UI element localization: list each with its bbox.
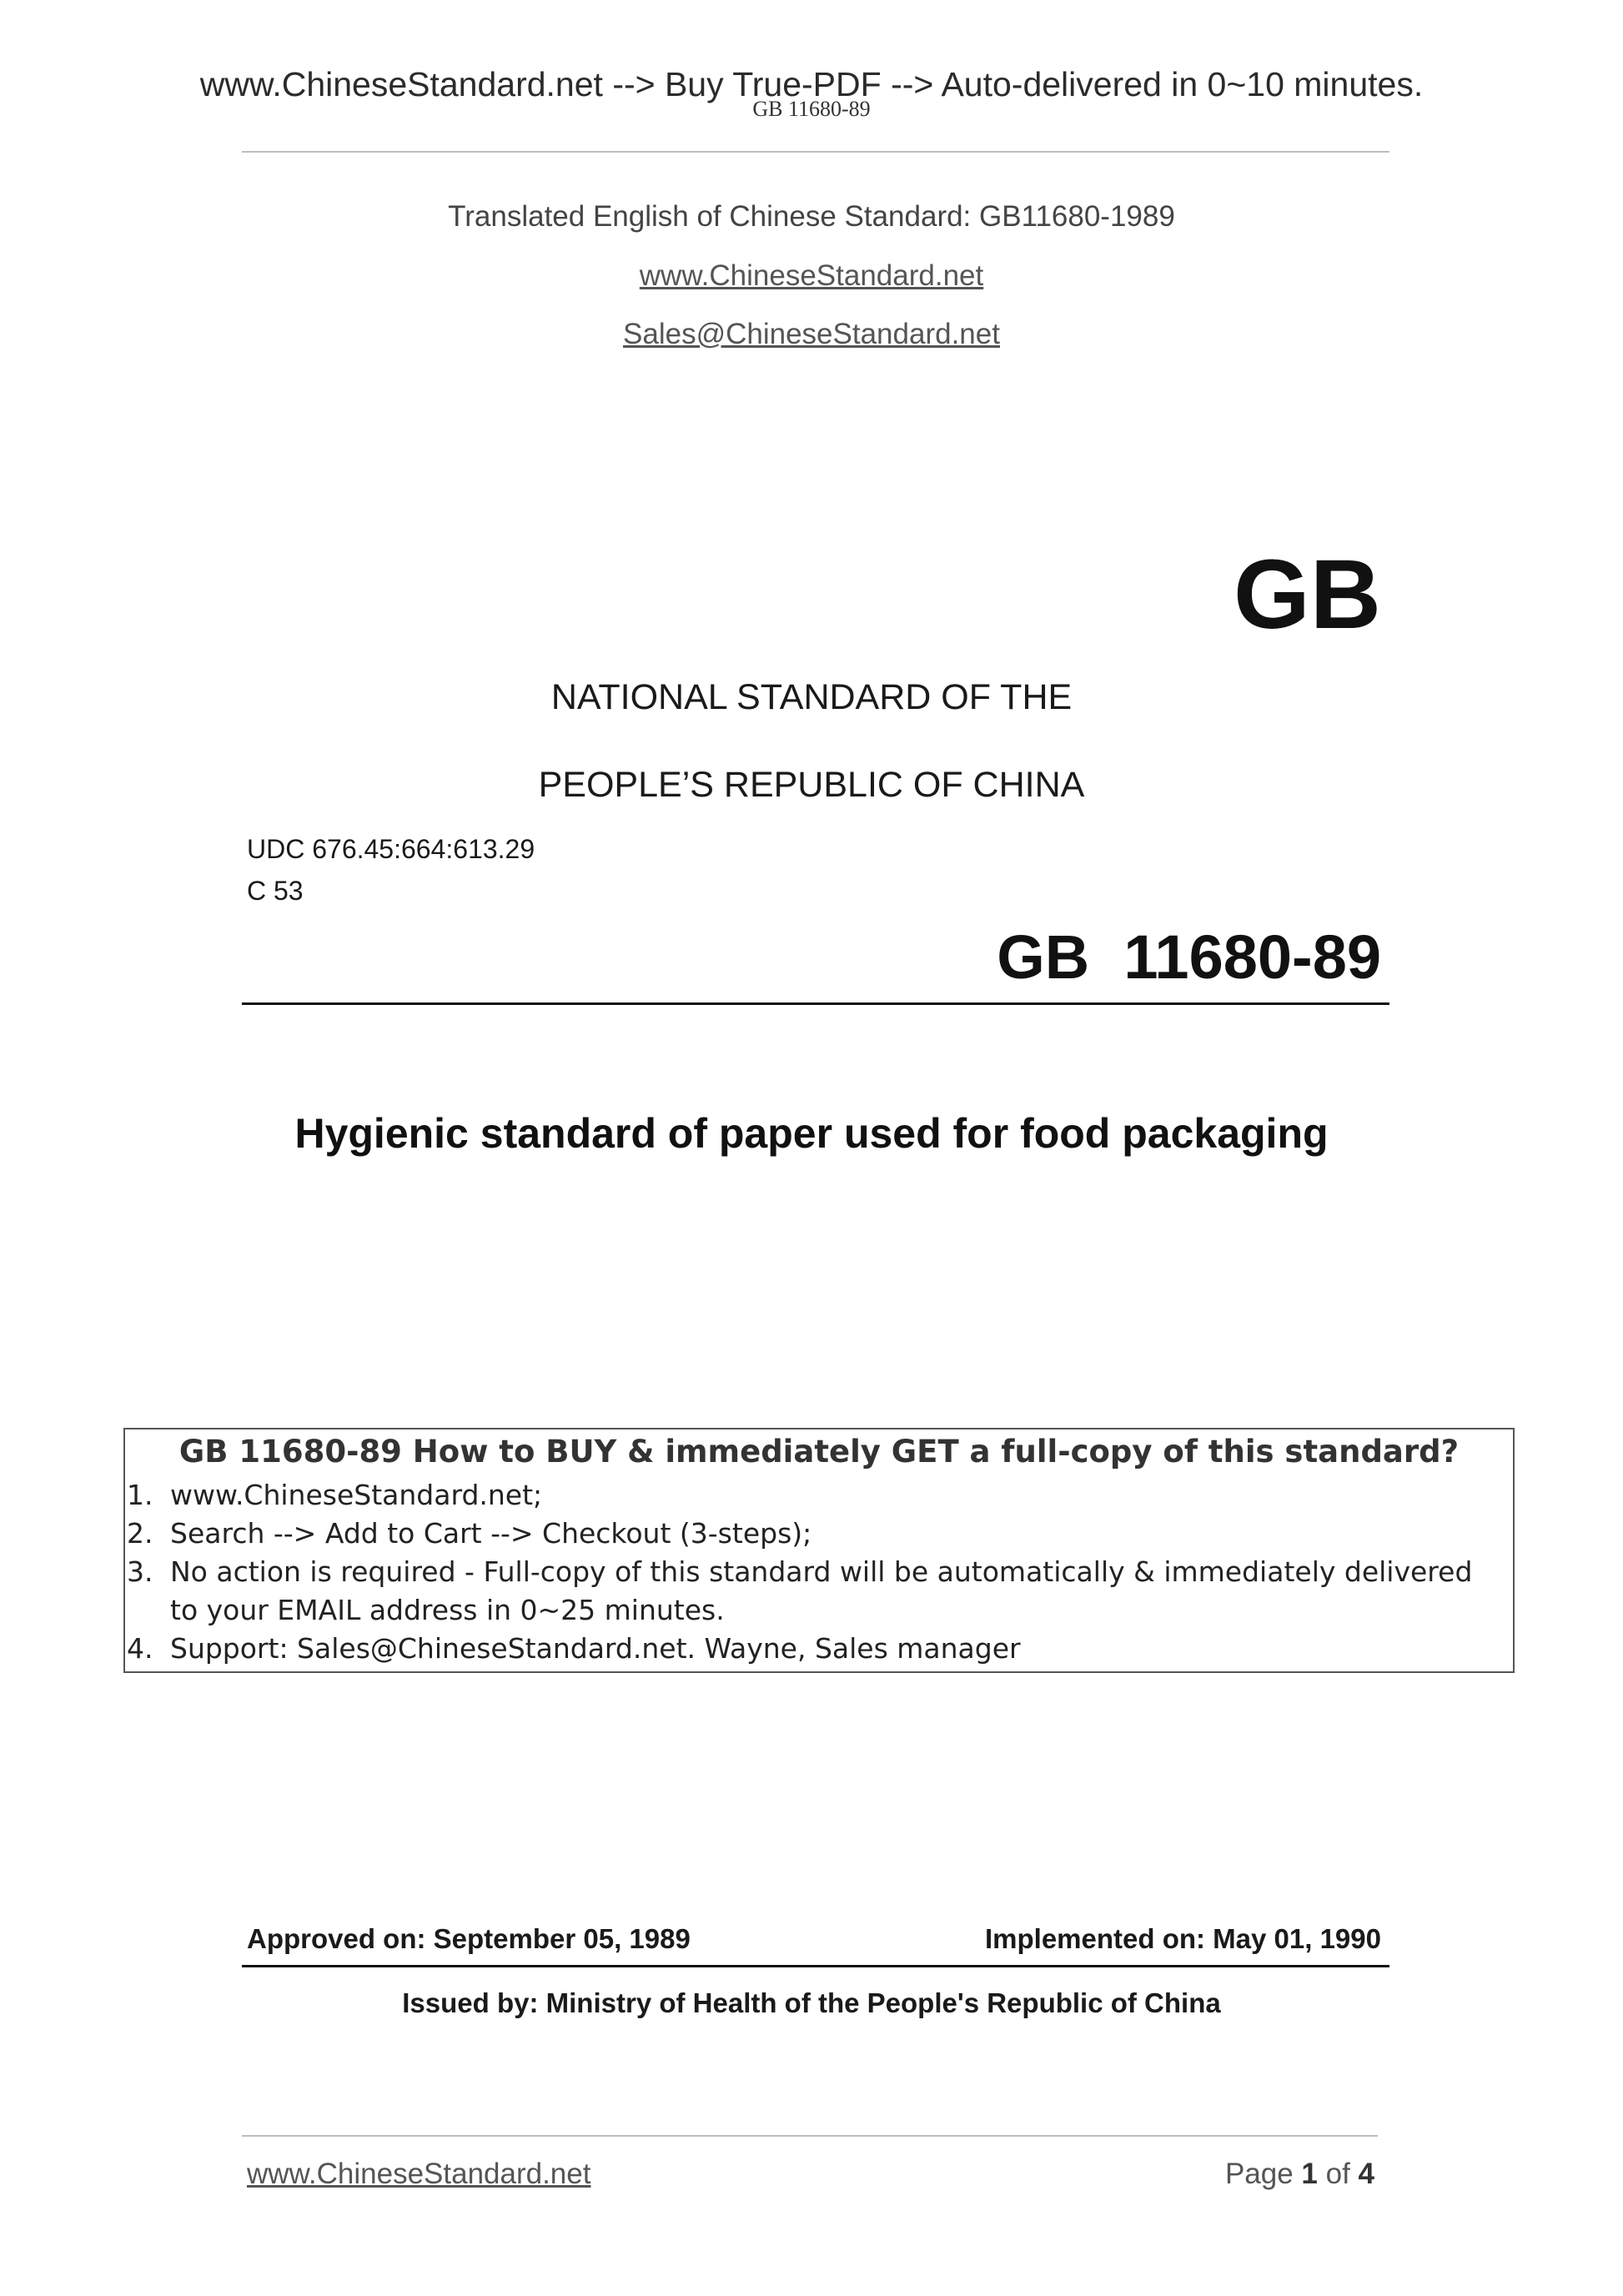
page-mid: of (1317, 2158, 1359, 2190)
translated-notice: Translated English of Chinese Standard: GB11680-1989 (448, 200, 1175, 233)
approved-date: Approved on: September 05, 1989 (247, 1923, 691, 1954)
page-prefix: Page (1224, 2158, 1302, 2190)
gb-logo: GB (1234, 540, 1381, 650)
top-banner: www.ChineseStandard.net --> Buy True-PDF --> Auto-delivered in 0~10 minutes. (199, 65, 1424, 103)
issued-by: Issued by: Ministry of Health of the People's Republic of China (402, 1987, 1221, 2018)
footer-divider (242, 2135, 1378, 2137)
title-divider (242, 1002, 1389, 1005)
page-current: 1 (1301, 2158, 1318, 2190)
list-item (125, 1630, 1513, 1668)
standard-number: GB 11680-89 (997, 922, 1381, 992)
page-total: 4 (1358, 2158, 1374, 2190)
classification-code: C 53 (247, 876, 304, 906)
step-text: No action is required - Full-copy of this standard will be automatically & immediately delivered to your EMAIL address in 0~25 minutes. (170, 1555, 1473, 1626)
purchase-steps (125, 1476, 1513, 1668)
udc-code: UDC 676.45:664:613.29 (247, 834, 535, 864)
document-title: Hygienic standard of paper used for food packaging (294, 1110, 1329, 1157)
step-number: 4. (127, 1632, 153, 1665)
site-link[interactable]: www.ChineseStandard.net (639, 259, 984, 292)
step-number: 1. (127, 1479, 153, 1511)
header-divider (242, 151, 1389, 153)
page-number (1225, 2158, 1374, 2191)
list-item (125, 1476, 1513, 1515)
site-link-row (0, 259, 1623, 293)
email-link-row (0, 318, 1623, 351)
national-standard-line-1: NATIONAL STANDARD OF THE (550, 677, 1073, 717)
step-text: Support: Sales@ChineseStandard.net. Wayne, Sales manager (170, 1632, 1021, 1665)
list-item (125, 1553, 1513, 1630)
step-number: 3. (127, 1555, 153, 1588)
dates-divider (242, 1965, 1389, 1967)
running-header: GB 11680-89 (752, 97, 871, 121)
implemented-date: Implemented on: May 01, 1990 (984, 1923, 1381, 1954)
purchase-info-box (123, 1428, 1515, 1673)
step-text: www.ChineseStandard.net; (170, 1479, 543, 1511)
footer-site-link[interactable]: www.ChineseStandard.net (247, 2158, 591, 2190)
list-item (125, 1515, 1513, 1553)
email-link[interactable]: Sales@ChineseStandard.net (623, 318, 1000, 350)
national-standard-line-2: PEOPLE’S REPUBLIC OF CHINA (538, 765, 1085, 805)
step-number: 2. (127, 1517, 153, 1550)
step-text: Search --> Add to Cart --> Checkout (3-steps); (170, 1517, 812, 1550)
purchase-heading: GB 11680-89 How to BUY & immediately GET a full-copy of this standard? (178, 1434, 1460, 1470)
